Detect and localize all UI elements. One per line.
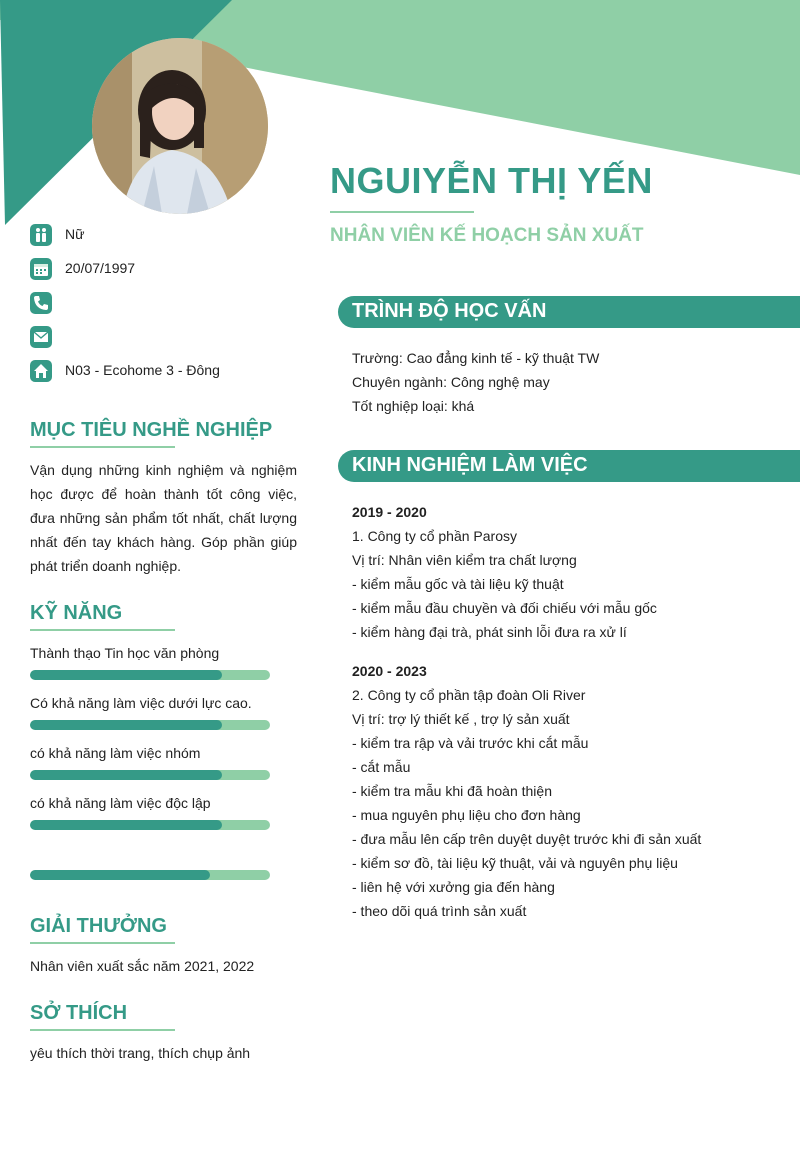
name-underline [330,211,474,213]
awards-heading: GIẢI THƯỞNG [30,915,167,937]
experience-section [352,500,701,923]
job-task: - kiểm sơ đồ, tài liệu kỹ thuật, vải và nguyên phụ liệu [352,855,678,871]
hobbies-text: yêu thích thời trang, thích chụp ảnh [30,1045,251,1061]
skill-bar [30,670,270,680]
dob-text: 20/07/1997 [65,260,136,276]
job-task: - theo dõi quá trình sản xuất [352,903,527,919]
job-entry [352,659,701,923]
job-company: 2. Công ty cổ phần tập đoàn Oli River [352,687,586,703]
skill-label: có khả năng làm việc độc lập [30,795,211,811]
contact-email [30,326,320,350]
job-task: - cắt mẫu [352,759,411,775]
job-task: - kiểm tra mẫu khi đã hoàn thiện [352,783,552,799]
job-entry [352,500,701,644]
contact-address [30,360,320,384]
candidate-title: NHÂN VIÊN KẾ HOẠCH SẢN XUẤT [330,225,644,246]
skill-bar-fill [30,720,222,730]
job-period: 2019 - 2020 [352,504,427,520]
contact-phone [30,292,320,316]
gender-text: Nữ [65,226,85,242]
skill-bar [30,720,270,730]
contact-gender [30,224,320,248]
education-line: Trường: Cao đẳng kinh tế - kỹ thuật TW [352,350,600,366]
job-task: - mua nguyên phụ liệu cho đơn hàng [352,807,581,823]
job-task: - liên hệ với xưởng gia đến hàng [352,879,555,895]
skill-bar [30,770,270,780]
hobbies-heading: SỞ THÍCH [30,1002,128,1024]
email-icon [30,326,52,348]
job-task: - kiểm hàng đại trà, phát sinh lỗi đưa ra xử lí [352,624,627,640]
skill-bar-fill [30,870,210,880]
objective-underline [30,446,175,448]
skill-bar-fill [30,670,222,680]
skill-label: Thành thạo Tin học văn phòng [30,645,220,661]
skills-heading: KỸ NĂNG [30,602,123,624]
profile-photo [92,38,268,214]
gender-icon [30,224,52,246]
job-position: Vị trí: Nhân viên kiểm tra chất lượng [352,552,577,568]
candidate-name: NGUIYỄN THỊ YẾN [330,160,653,201]
skill-bar [30,870,270,880]
job-position: Vị trí: trợ lý thiết kế , trợ lý sản xuất [352,711,570,727]
job-period: 2020 - 2023 [352,663,427,679]
phone-icon [30,292,52,314]
job-task: - đưa mẫu lên cấp trên duyệt duyệt trước khi đi sản xuất [352,831,702,847]
address-text: N03 - Ecohome 3 - Đông [65,362,220,378]
awards-underline [30,942,175,944]
skill-label: Có khả năng làm việc dưới lực cao. [30,695,252,711]
job-task: - kiểm mẫu đầu chuyền và đối chiếu với mẫu gốc [352,600,657,616]
skill-label: có khả năng làm việc nhóm [30,745,201,761]
objective-heading: MỤC TIÊU NGHỀ NGHIỆP [30,419,273,441]
education-banner [338,296,800,328]
skill-bar-fill [30,820,222,830]
education-section [352,346,599,418]
objective-text: Vận dụng những kinh nghiệm và nghiệm học được để hoàn thành tốt công việc, đưa những sản phẩm tốt nhất, chất lượng nhất đến tay khách hàng. Góp phần giúp phát triển doanh nghiệp. [30,462,297,574]
job-task: - kiểm tra rập và vải trước khi cắt mẫu [352,735,589,751]
education-heading: TRÌNH ĐỘ HỌC VẤN [352,300,547,322]
job-task: - kiểm mẫu gốc và tài liệu kỹ thuật [352,576,564,592]
skill-bar [30,820,270,830]
skill-bar-fill [30,770,222,780]
experience-banner [338,450,800,482]
education-line: Chuyên ngành: Công nghệ may [352,374,550,390]
home-icon [30,360,52,382]
job-company: 1. Công ty cổ phần Parosy [352,528,517,544]
experience-heading: KINH NGHIỆM LÀM VIỆC [352,454,588,476]
education-line: Tốt nghiệp loại: khá [352,398,475,414]
awards-text: Nhân viên xuất sắc năm 2021, 2022 [30,958,255,974]
skills-underline [30,629,175,631]
hobbies-underline [30,1029,175,1031]
contact-dob [30,258,320,282]
calendar-icon [30,258,52,280]
